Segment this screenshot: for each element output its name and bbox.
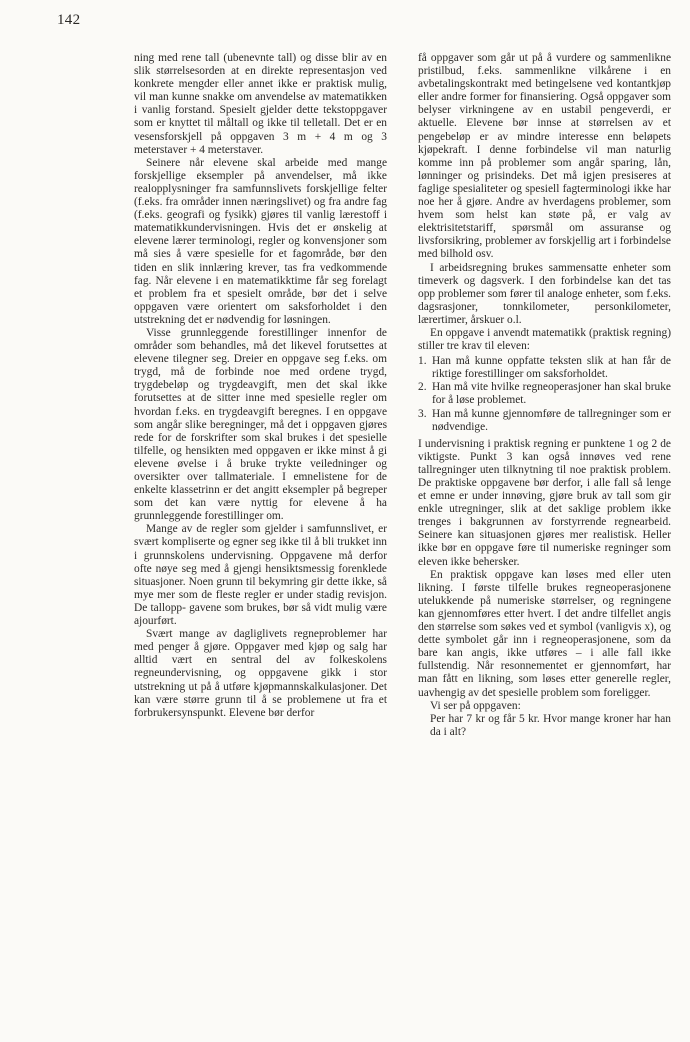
list-item <box>418 355 671 381</box>
example-question: Per har 7 kr og får 5 kr. Hvor mange kroner har han da i alt? <box>430 712 671 738</box>
body-paragraph: En praktisk oppgave kan løses med eller uten likning. I første tilfelle brukes regneoperasjonene utelukkende på numeriske størrelser, og regningene kan gjennomføres etter hvert. I det andre tilfellet angis den størrelse som søkes ved et symbol (vanligvis x), og dette symbolet går inn i regneoperasjonene, som da bare kan angis, ikke utføres – i alle fall ikke fullstendig. Når resonnementet er gjennomført, har man fått en likning, som løses etter generelle regler, uavhengig av det spesielle problem som foreligger. <box>418 568 671 699</box>
page-number: 142 <box>57 12 81 28</box>
list-item-number: 2. <box>418 381 427 394</box>
list-item-number: 1. <box>418 355 427 368</box>
body-paragraph: I undervisning i praktisk regning er punktene 1 og 2 de viktigste. Punkt 3 kan også innøves ved rene tallregninger uten tilknytning til noe praktisk problem. De praktiske oppgavene bør derfor, i alle fall så lenge et emne er under innøving, gjøre bruk av tall som gir enkle utregninger, slik at det saklige problem ikke trenges i bakgrunnen av forstyrrende regnearbeid. Seinere kan situasjonen gjøres mer realistisk. Heller ikke bør en oppgave føre til numeriske regninger som eleven ikke behersker. <box>418 437 671 568</box>
body-paragraph: Mange av de regler som gjelder i samfunnslivet, er svært kompliserte og egner seg ikke til å bli trukket inn i grunnskolens undervisning. Oppgavene må derfor ofte nøye seg med å gjengi hensiktsmessig forenklede situasjoner. Noen grunn til bekymring gir dette ikke, så mye mer som de fleste regler er under stadig revisjon. De tallopp- gavene som brukes, bør så vidt mulig være ajourført. <box>134 523 387 628</box>
list-item-text: Han må kunne gjennomføre de tallregninger som er nødvendige. <box>432 407 671 433</box>
body-paragraph: ning med rene tall (ubenevnte tall) og disse blir av en slik størrelsesorden at en direkte representasjon ved konkrete mengder eller annet ikke er praktisk mulig, vil man kunne snakke om anvendelse av matematikken i vanlig forstand. Spesielt gjelder dette tekstoppgaver som er knyttet til måltall og ikke til telletall. Det er en vesensforskjell på oppgaven 3 m + 4 m og 3 meterstaver + 4 meterstaver. <box>134 52 387 156</box>
body-paragraph: Vi ser på oppgaven: <box>430 699 521 712</box>
list-item-number: 3. <box>418 407 427 420</box>
list-item-text: Han må vite hvilke regneoperasjoner han skal bruke for å løse problemet. <box>432 381 671 407</box>
right-column <box>418 52 671 739</box>
list-item <box>418 408 671 434</box>
list-item <box>418 381 671 407</box>
body-paragraph: Seinere når elevene skal arbeide med mange forskjellige eksempler på anvendelser, må ikke realopplysninger fra samfunnslivets forskjellige felter (f.eks. fra områder innen næringslivet) og fra andre fag (f.eks. geografi og fysikk) gjøres til vanlig lærestoff i matematikkundervisningen. Hvis det er ønskelig at elevene lærer terminologi, regler og konvensjoner som må sies å være spesielle for et fagområde, bør den tiden en slik innlæring krever, tas fra vedkommende fag. Når elevene i en matematikktime får seg forelagt et problem fra et spesielt område, bør det i selve oppgaven være orientert om saksforholdet i den utstrekning det er nødvendig for løsningen. <box>134 156 387 326</box>
list-item-text: Han må kunne oppfatte teksten slik at han får de riktige forestillinger om saksforholdet. <box>432 355 671 381</box>
body-paragraph: En oppgave i anvendt matematikk (praktisk regning) stiller tre krav til eleven: <box>418 326 671 353</box>
body-paragraph: I arbeidsregning brukes sammensatte enheter som timeverk og dagsverk. I den forbindelse kan det tas opp problemer som fører til analoge enheter, som f.eks. dagsrasjoner, tonnkilometer, personkilometer, lærertimer, årskuer o.l. <box>418 261 671 326</box>
left-column <box>134 52 387 720</box>
requirements-list <box>418 355 671 434</box>
body-paragraph: Visse grunnleggende forestillinger innenfor de områder som behandles, må det likevel forutsettes at elevene tilegner seg. Dreier en oppgave seg f.eks. om trygd, må de forbinde noe med ordene trygd, trygdebeløp og trygdeavgift, men det skal ikke forutsettes at de sitter inne med spesielle regler om hvordan f.eks. en trygdeavgift beregnes. I en oppgave som angår slike beregninger, må det i oppgaven gjøres rede for de forskrifter som skal brukes i det spesielle tilfelle, og hensikten med oppgaven er ikke minst å gi elevene øvelse i å bruke trykte veiledninger og oversikter over tallmateriale. I emnelistene for de enkelte klassetrinn er det angitt eksempler på begreper som det kan være nyttig for elevene å ha grunnleggende forestillinger om. <box>134 326 387 523</box>
body-paragraph: Svært mange av dagliglivets regneproblemer har med penger å gjøre. Oppgaver med kjøp og salg har alltid vært en sentral del av folkeskolens regneundervisning, og oppgavene gikk i stor utstrekning ut på å utføre kjøpmannskalkulasjoner. Det kan være større grunn til å se problemene ut fra et forbrukersynspunkt. Elevene bør derfor <box>134 628 387 719</box>
body-paragraph: få oppgaver som går ut på å vurdere og sammenlikne pristilbud, f.eks. sammenlikne vilkårene i en avbetalingskontrakt med betingelsene ved kontantkjøp eller andre former for finansiering. Også oppgaver som belyser virkningene av en ustabil pengeverdi, er aktuelle. Elevene bør innse at størrelsen av et pengebeløp er av mindre interesse enn beløpets kjøpekraft. I denne forbindelse vil man naturlig komme inn på problemer som angår sparing, lån, lønninger og prisindeks. Det må igjen presiseres at faglige spesialiteter og spesiell fagterminologi ikke har noe her å gjøre. Andre av hverdagens problemer, som hvem som helst kan støte på, er valg av elektrisitetstariff, spørsmål om assuranse og livsforsikring, problemer av forskjellig art i forbindelse med bilhold osv. <box>418 52 671 261</box>
